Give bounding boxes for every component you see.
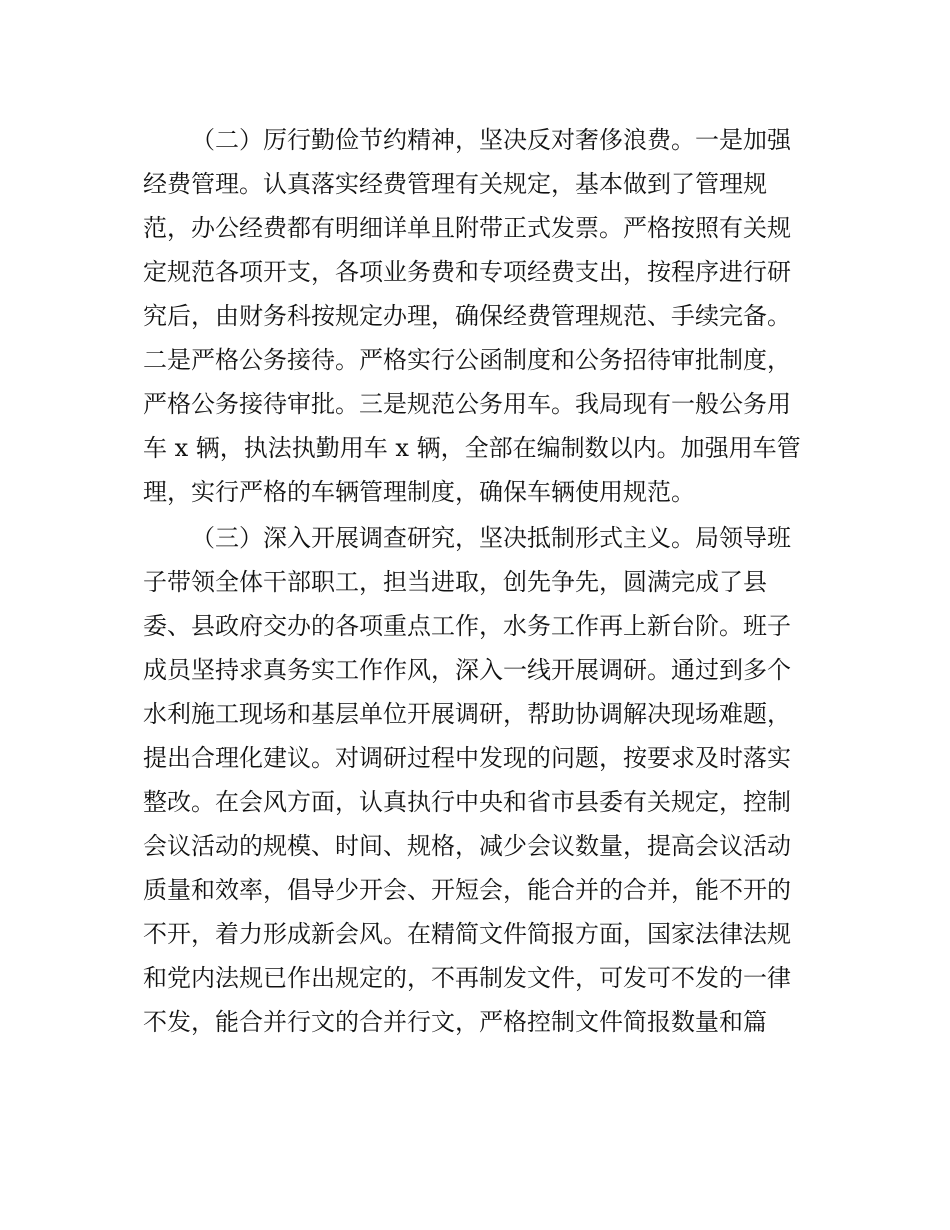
text-line: 质量和效率，倡导少开会、开短会，能合并的合并，能不开的 [143, 876, 791, 904]
text-line: 不开，着力形成新会风。在精简文件简报方面，国家法律法规 [143, 920, 791, 948]
paragraph-frugality [143, 118, 823, 514]
text-line: 水利施工现场和基层单位开展调研，帮助协调解决现场难题， [143, 700, 791, 728]
text-line: 整改。在会风方面，认真执行中央和省市县委有关规定，控制 [143, 788, 791, 816]
text-line: 委、县政府交办的各项重点工作，水务工作再上新台阶。班子 [143, 612, 791, 640]
text-line: 子带领全体干部职工，担当进取，创先争先，圆满完成了县 [143, 568, 767, 596]
text-line: 提出合理化建议。对调研过程中发现的问题，按要求及时落实 [143, 744, 791, 772]
text-line: 成员坚持求真务实工作作风，深入一线开展调研。通过到多个 [143, 656, 791, 684]
text-line: （二）厉行勤俭节约精神，坚决反对奢侈浪费。一是加强 [191, 126, 791, 154]
text-line: 和党内法规已作出规定的，不再制发文件，可发可不发的一律 [143, 964, 791, 992]
text-line: 严格公务接待审批。三是规范公务用车。我局现有一般公务用 [143, 390, 791, 418]
text-line: 范，办公经费都有明细详单且附带正式发票。严格按照有关规 [143, 214, 791, 242]
text-line: 会议活动的规模、时间、规格，减少会议数量，提高会议活动 [143, 832, 791, 860]
paragraph-research [143, 516, 823, 1044]
text-line: （三）深入开展调查研究，坚决抵制形式主义。局领导班 [191, 524, 791, 552]
text-line: 经费管理。认真落实经费管理有关规定，基本做到了管理规 [143, 170, 767, 198]
text-line: 二是严格公务接待。严格实行公函制度和公务招待审批制度， [143, 346, 791, 374]
text-line: 车 x 辆，执法执勤用车 x 辆，全部在编制数以内。加强用车管 [143, 434, 801, 462]
text-line: 不发，能合并行文的合并行文，严格控制文件简报数量和篇 [143, 1008, 767, 1036]
text-line: 理，实行严格的车辆管理制度，确保车辆使用规范。 [143, 478, 695, 506]
text-line: 究后，由财务科按规定办理，确保经费管理规范、手续完备。 [143, 302, 791, 330]
text-line: 定规范各项开支，各项业务费和专项经费支出，按程序进行研 [143, 258, 791, 286]
